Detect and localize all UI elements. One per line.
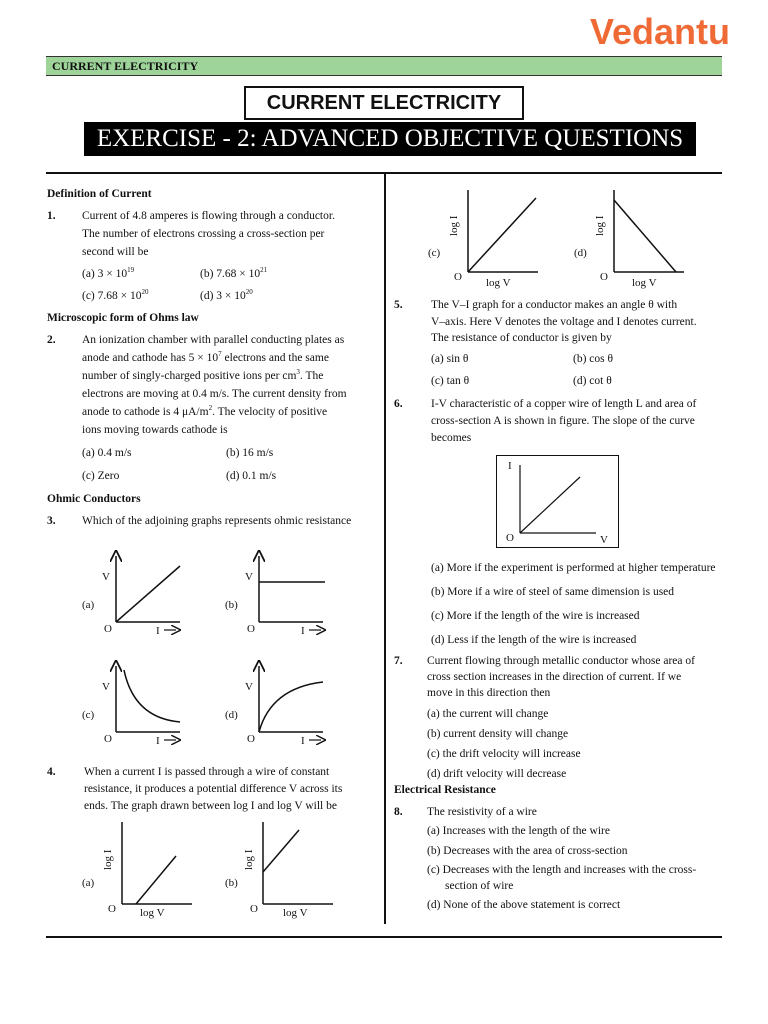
origin-label: O <box>250 903 258 915</box>
graph-label: (b) <box>225 599 238 611</box>
option-b: (b) More if a wire of steel of same dimension is used <box>431 586 675 598</box>
option-c: (c) Decreases with the length and increases with the cross- <box>427 864 697 876</box>
text: anode to cathode is 4 μA/m <box>82 406 209 418</box>
graph-4d <box>570 186 700 290</box>
option-b: (b) cos θ <box>573 353 613 365</box>
option-d <box>200 287 253 305</box>
origin-label: O <box>600 271 608 283</box>
question-text: An ionization chamber with parallel conducting plates as <box>82 334 345 346</box>
option-text: (a) 3 × 10 <box>82 268 128 280</box>
divider-bottom <box>46 936 722 938</box>
option-c: (c) Zero <box>82 470 120 482</box>
section-heading: Definition of Current <box>47 188 152 200</box>
option-c-continued: section of wire <box>445 880 514 892</box>
question-text: move in this direction then <box>427 687 551 699</box>
axis-i-label: I <box>301 625 305 637</box>
exponent: 7 <box>218 350 222 359</box>
question-number: 6. <box>394 398 403 410</box>
option-a <box>82 265 134 283</box>
exercise-title: EXERCISE - 2: ADVANCED OBJECTIVE QUESTIONS <box>84 122 696 156</box>
section-heading: Ohmic Conductors <box>47 493 141 505</box>
graph-c <box>80 660 190 748</box>
option-c <box>82 287 149 305</box>
question-text: resistance, it produces a potential difference V across its <box>84 783 343 795</box>
question-text: ends. The graph drawn between log I and log V will be <box>84 800 337 812</box>
question-text <box>82 403 327 421</box>
graph-4a <box>80 818 200 922</box>
axis-logi-label: log I <box>243 849 255 870</box>
origin-label: O <box>247 733 255 745</box>
graph-label: (b) <box>225 877 238 889</box>
question-text: The number of electrons crossing a cross-section per <box>82 228 325 240</box>
option-b <box>200 265 267 283</box>
svg-text:Vedantu: Vedantu <box>590 11 731 52</box>
question-number: 1. <box>47 210 56 222</box>
question-text: Current flowing through metallic conductor whose area of <box>427 655 695 667</box>
question-text: cross section increases in the direction of current. If we <box>427 671 682 683</box>
section-heading: Electrical Resistance <box>394 784 496 796</box>
axis-v-label: V <box>102 571 110 583</box>
axis-i-label: I <box>301 735 305 747</box>
column-divider <box>384 172 386 924</box>
exponent: 2 <box>208 404 213 413</box>
axis-logv-label: log V <box>283 907 308 919</box>
axis-v-label: V <box>245 571 253 583</box>
graph-label: (c) <box>82 709 95 721</box>
option-a: (a) the current will change <box>427 708 549 720</box>
option-b: (b) current density will change <box>427 728 569 740</box>
axis-logv-label: log V <box>486 277 511 289</box>
text: . The <box>299 370 324 382</box>
graph-a <box>80 550 190 638</box>
exponent: 3 <box>296 368 300 377</box>
question-text: Which of the adjoining graphs represents ohmic resistance <box>82 515 352 527</box>
question-number: 7. <box>394 655 403 667</box>
chapter-label: CURRENT ELECTRICITY <box>52 59 199 73</box>
exponent: 19 <box>127 266 135 275</box>
question-text: Current of 4.8 amperes is flowing through a conductor. <box>82 210 335 222</box>
graph-label: (c) <box>428 247 441 259</box>
question-text <box>82 367 323 385</box>
question-text: The resistivity of a wire <box>427 806 537 818</box>
origin-label: O <box>108 903 116 915</box>
graph-b <box>223 550 333 638</box>
question-text: When a current I is passed through a wire of constant <box>84 766 330 778</box>
text: . The velocity of positive <box>212 406 328 418</box>
axis-logi-label: log I <box>594 215 606 236</box>
graph-label: (d) <box>225 709 238 721</box>
axis-v-label: V <box>102 681 110 693</box>
axis-logv-label: log V <box>140 907 165 919</box>
question-text: I-V characteristic of a copper wire of length L and area of <box>431 398 697 410</box>
axis-logv-label: log V <box>632 277 657 289</box>
option-d: (d) None of the above statement is correct <box>427 899 621 911</box>
question-text <box>82 349 329 367</box>
option-text: (d) 3 × 10 <box>200 290 246 302</box>
graph-4c <box>424 186 554 290</box>
origin-label: O <box>454 271 462 283</box>
origin-label: O <box>104 623 112 635</box>
axis-i-label: I <box>156 625 160 637</box>
text: electrons and the same <box>221 352 329 364</box>
question-text: ions moving towards cathode is <box>82 424 228 436</box>
question-text: electrons are moving at 0.4 m/s. The current density from <box>82 388 347 400</box>
origin-label: O <box>506 532 514 544</box>
question-text: V–axis. Here V denotes the voltage and I denotes current. <box>431 316 697 328</box>
question-number: 4. <box>47 766 56 778</box>
vedantu-logo <box>586 8 731 56</box>
graph-4b <box>223 818 343 922</box>
option-d: (d) drift velocity will decrease <box>427 768 567 780</box>
section-heading: Microscopic form of Ohms law <box>47 312 199 324</box>
option-b: (b) 16 m/s <box>226 447 274 459</box>
option-d: (d) Less if the length of the wire is increased <box>431 634 637 646</box>
question-text: second will be <box>82 246 149 258</box>
option-a: (a) sin θ <box>431 353 469 365</box>
option-a: (a) More if the experiment is performed at higher temperature <box>431 562 716 574</box>
option-b: (b) Decreases with the area of cross-section <box>427 845 628 857</box>
axis-logi-label: log I <box>102 849 114 870</box>
question-text: The resistance of conductor is given by <box>431 332 612 344</box>
question-number: 3. <box>47 515 56 527</box>
option-text: (c) 7.68 × 10 <box>82 290 142 302</box>
graph-label: (a) <box>82 599 95 611</box>
exponent: 20 <box>245 288 253 297</box>
option-c: (c) More if the length of the wire is increased <box>431 610 640 622</box>
exponent: 20 <box>141 288 149 297</box>
option-c: (c) tan θ <box>431 375 470 387</box>
text: number of singly-charged positive ions per cm <box>82 370 297 382</box>
page-title: CURRENT ELECTRICITY <box>244 86 524 120</box>
option-text: (b) 7.68 × 10 <box>200 268 261 280</box>
question-text: becomes <box>431 432 472 444</box>
iv-figure <box>496 455 620 549</box>
graph-label: (a) <box>82 877 95 889</box>
text: anode and cathode has 5 × 10 <box>82 352 219 364</box>
axis-i-label: I <box>508 460 512 472</box>
origin-label: O <box>247 623 255 635</box>
axis-logi-label: log I <box>448 215 460 236</box>
axis-v-label: V <box>245 681 253 693</box>
question-number: 5. <box>394 299 403 311</box>
graph-label: (d) <box>574 247 587 259</box>
option-d: (d) cot θ <box>573 375 612 387</box>
exponent: 21 <box>260 266 268 275</box>
question-number: 8. <box>394 806 403 818</box>
option-c: (c) the drift velocity will increase <box>427 748 581 760</box>
question-text: cross-section A is shown in figure. The slope of the curve <box>431 415 695 427</box>
origin-label: O <box>104 733 112 745</box>
axis-v-label: V <box>600 534 608 546</box>
question-number: 2. <box>47 334 56 346</box>
graph-d <box>223 660 333 748</box>
option-a: (a) 0.4 m/s <box>82 447 132 459</box>
axis-i-label: I <box>156 735 160 747</box>
question-text: The V–I graph for a conductor makes an angle θ with <box>431 299 678 311</box>
chapter-header-bar <box>46 56 722 76</box>
option-d: (d) 0.1 m/s <box>226 470 277 482</box>
option-a: (a) Increases with the length of the wire <box>427 825 610 837</box>
